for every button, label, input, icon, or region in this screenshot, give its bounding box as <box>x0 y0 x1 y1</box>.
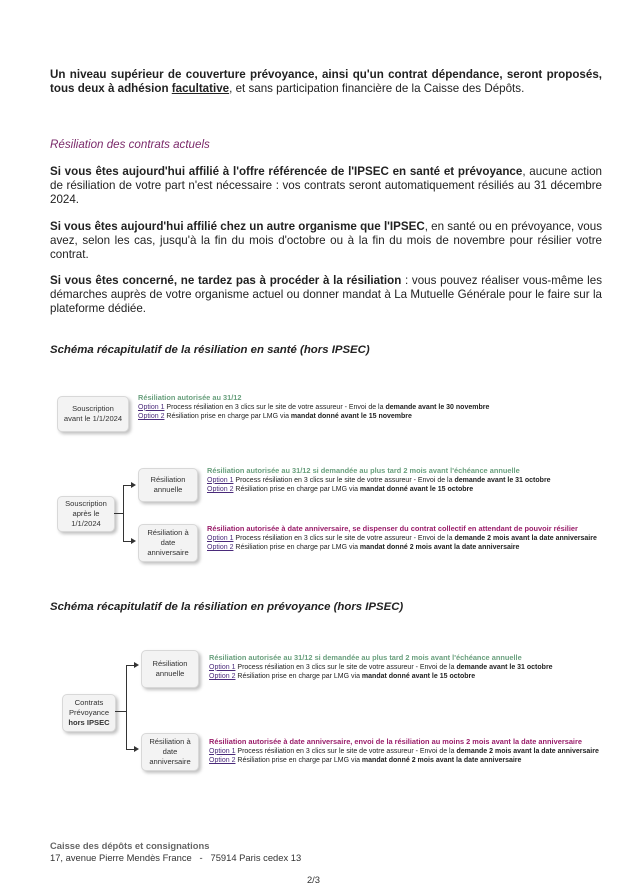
option-1: Option 1 Process résiliation en 3 clics sur le site de votre assureur - Envoi de la demande 2 mois avant la date anniversaire <box>209 747 599 755</box>
box-souscription-apres <box>57 496 115 532</box>
box-label: Résiliation annuelle <box>150 475 186 494</box>
info-title: Résiliation autorisée au 31/12 si demandée au plus tard 2 mois avant l'échéance annuelle <box>207 466 520 475</box>
option-2: Option 2 Résiliation prise en charge par LMG via mandat donné avant le 15 octobre <box>209 673 476 680</box>
option-2: Option 2 Résiliation prise en charge par LMG via mandat donné avant le 15 octobre <box>207 486 474 493</box>
box-label: Souscription <box>65 499 107 508</box>
box-label: Contrats <box>74 698 104 707</box>
box-souscription-avant <box>57 396 129 432</box>
info-title: Résiliation autorisée à date anniversaire, se dispenser du contrat collectif en attendant de pouvoir résilier <box>207 524 578 533</box>
schema-prev-title: Schéma récapitulatif de la résiliation en prévoyance (hors IPSEC) <box>50 601 404 613</box>
intro-underlined: facultative <box>171 82 230 95</box>
info-sante-avant <box>138 393 489 422</box>
intro-paragraph <box>50 68 602 96</box>
box-label: Résiliation annuelle <box>152 659 188 678</box>
box-label: Souscription <box>72 404 114 413</box>
schema-sante-title: Schéma récapitulatif de la résiliation en santé (hors IPSEC) <box>50 344 370 356</box>
p2-rest: , en santé ou en prévoyance, vous avez, selon les cas, jusqu'à la fin du mois d'octobre ou à la fin du mois de novembre pour résilier votre contrat. <box>50 220 602 261</box>
box-label: Résiliation à date <box>149 737 191 756</box>
p3-rest: : vous pouvez réaliser vous-même les démarches auprès de votre organisme actuel ou donner mandat à La Mutuelle Générale pour le faire sur la plateforme dédiée. <box>50 274 602 315</box>
box-label: Prévoyance <box>68 708 110 717</box>
footer-organization: Caisse des dépôts et consignations <box>50 840 210 851</box>
p2-bold: Si vous êtes aujourd'hui affilié chez un autre organisme que l'IPSEC <box>50 220 425 233</box>
box-resiliation-date <box>138 524 198 562</box>
box-label: après le 1/1/2024 <box>71 509 101 528</box>
p1-bold: Si vous êtes aujourd'hui affilié à l'offre référencée de l'IPSEC en santé et prévoyance <box>50 165 523 178</box>
option-1: Option 1 Process résiliation en 3 clics sur le site de votre assureur - Envoi de la demande avant le 30 novembre <box>138 403 490 411</box>
box-contrats-prevoyance <box>62 694 116 732</box>
footer-address: 17, avenue Pierre Mendès France - 75914 Paris cedex 13 <box>50 852 302 863</box>
intro-text: Un niveau supérieur de couverture prévoyance, ainsi qu'un contrat dépendance, seront proposés, tous deux à adhésion <box>50 68 602 95</box>
box-resiliation-annuelle <box>138 468 198 502</box>
section-title: Résiliation des contrats actuels <box>50 138 210 151</box>
connector-line <box>126 665 127 749</box>
page-number: 2/3 <box>306 874 321 885</box>
option-2: Option 2 Résiliation prise en charge par LMG via mandat donné 2 mois avant la date anniversaire <box>209 757 522 764</box>
box-resiliation-annuelle <box>141 650 199 688</box>
box-label: hors IPSEC <box>68 718 110 727</box>
connector-line <box>123 485 131 486</box>
connector-line <box>123 541 131 542</box>
connector-line <box>126 749 134 750</box>
info-prev-date <box>209 737 599 766</box>
box-label: anniversaire <box>147 548 189 557</box>
arrow-icon <box>134 746 139 752</box>
box-resiliation-date <box>141 733 199 771</box>
paragraph-other <box>50 220 602 262</box>
option-1: Option 1 Process résiliation en 3 clics sur le site de votre assureur - Envoi de la demande avant le 31 octobre <box>209 663 553 671</box>
box-label: avant le 1/1/2024 <box>63 414 123 423</box>
option-1: Option 1 Process résiliation en 3 clics sur le site de votre assureur - Envoi de la demande avant le 31 octobre <box>207 476 551 484</box>
arrow-icon <box>131 538 136 544</box>
p1-rest: , aucune action de résiliation de votre part n'est nécessaire : vos contrats seront automatiquement résiliés au 31 décembre 2024. <box>50 165 602 206</box>
connector-line <box>123 485 124 542</box>
info-title: Résiliation autorisée à date anniversaire, envoi de la résiliation au moins 2 mois avant la date anniversaire <box>209 737 582 746</box>
intro-rest: , et sans participation financière de la Caisse des Dépôts. <box>229 82 525 95</box>
info-sante-date <box>207 524 597 553</box>
info-title: Résiliation autorisée au 31/12 <box>138 393 242 402</box>
p3-bold: Si vous êtes concerné, ne tardez pas à procéder à la résiliation <box>50 274 402 287</box>
paragraph-ipsec <box>50 165 602 207</box>
box-label: Résiliation à date <box>147 528 189 547</box>
connector-line <box>126 665 134 666</box>
option-1: Option 1 Process résiliation en 3 clics sur le site de votre assureur - Envoi de la demande 2 mois avant la date anniversaire <box>207 534 597 542</box>
option-2: Option 2 Résiliation prise en charge par LMG via mandat donné 2 mois avant la date anniversaire <box>207 544 520 551</box>
box-label: anniversaire <box>149 757 191 766</box>
info-title: Résiliation autorisée au 31/12 si demandée au plus tard 2 mois avant l'échéance annuelle <box>209 653 522 662</box>
option-2: Option 2 Résiliation prise en charge par LMG via mandat donné avant le 15 novembre <box>138 413 412 420</box>
paragraph-concerned <box>50 274 602 316</box>
info-prev-annuelle <box>209 653 553 682</box>
info-sante-annuelle <box>207 466 551 495</box>
arrow-icon <box>131 482 136 488</box>
arrow-icon <box>134 662 139 668</box>
